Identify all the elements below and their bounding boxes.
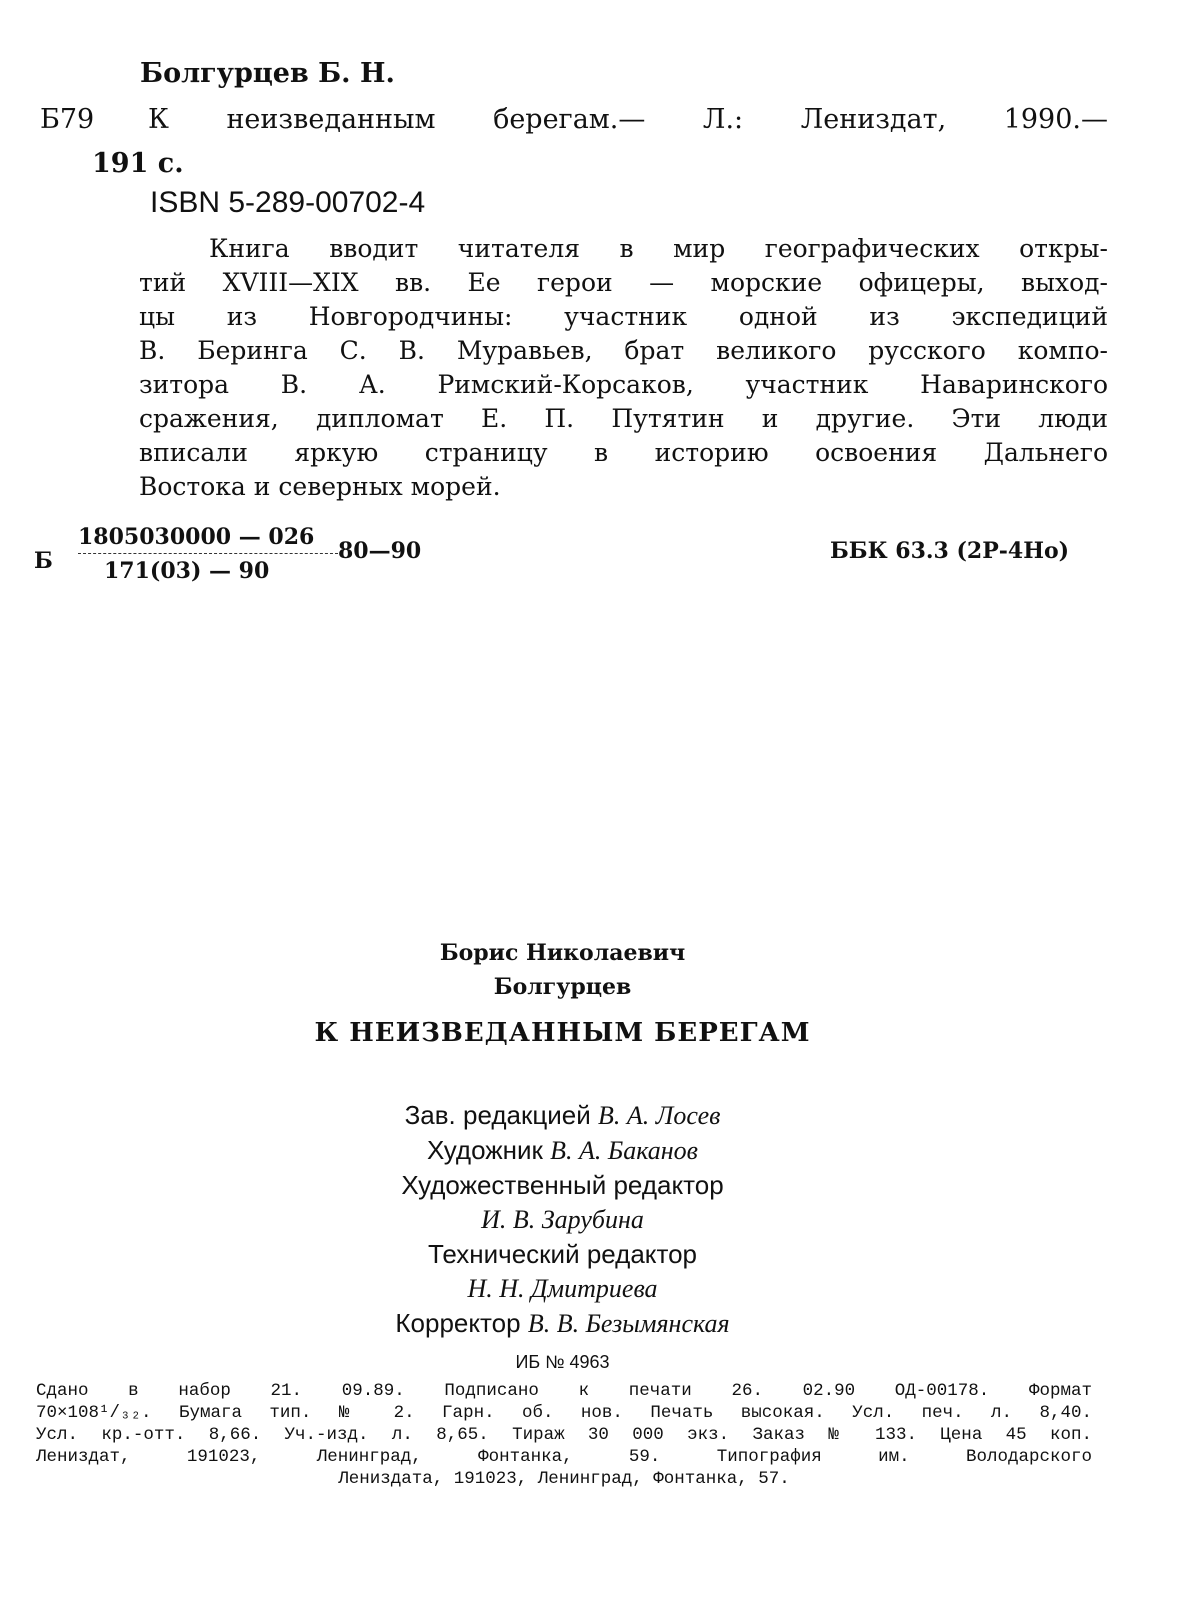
isbn: ISBN 5-289-00702-4 [150, 186, 426, 219]
classification-denominator: 171(03) — 90 [104, 558, 270, 584]
annotation-line: Книга вводит читателя в мир географических откры- [209, 234, 1108, 263]
imprint-line: Лениздат, 191023, Ленинград, Фонтанка, 59. Типография им. Володарского [36, 1447, 1092, 1467]
imprint-line: Лениздата, 191023, Ленинград, Фонтанка, 57. [338, 1469, 790, 1489]
credit-row [0, 1133, 1125, 1168]
annotation-line: тий XVIII—XIX вв. Ее герои — морские офицеры, выход- [139, 268, 1108, 297]
credit-row [0, 1168, 1125, 1202]
credit-role: Художественный редактор [401, 1170, 724, 1200]
credit-name: В. А. Лосев [598, 1101, 721, 1130]
credit-role: Технический редактор [427, 1239, 698, 1269]
annotation-line: сражения, дипломат Е. П. Путятин и другие. Эти люди [139, 404, 1108, 433]
annotation-line: цы из Новгородчины: участник одной из экспедиций [139, 302, 1108, 331]
classification-tail: 80—90 [338, 538, 422, 564]
book-title: К НЕИЗВЕДАННЫМ БЕРЕГАМ [314, 1018, 811, 1048]
annotation-line: зитора В. А. Римский-Корсаков, участник Наваринского [139, 370, 1108, 399]
credit-role: Корректор [395, 1308, 521, 1338]
imprint-line: 70×108¹/₃₂. Бумага тип. № 2. Гарн. об. нов. Печать высокая. Усл. печ. л. 8,40. [36, 1403, 1092, 1423]
credit-row [0, 1271, 1125, 1306]
annotation [139, 232, 1108, 504]
imprint [36, 1380, 1092, 1490]
bbk-index: ББК 63.3 (2Р-4Но) [830, 538, 1070, 564]
annotation-line: В. Беринга С. В. Муравьев, брат великого русского компо- [139, 336, 1108, 365]
classification-numerator: 1805030000 — 026 [78, 524, 315, 550]
library-code: Б79 [40, 104, 95, 135]
imprint-line: Усл. кр.-отт. 8,66. Уч.-изд. л. 8,65. Тираж 30 000 экз. Заказ № 133. Цена 45 коп. [36, 1425, 1092, 1445]
ib-number: ИБ № 4963 [515, 1352, 610, 1372]
fraction-line [78, 553, 338, 554]
credits [0, 1098, 1125, 1341]
credit-name: И. В. Зарубина [481, 1205, 644, 1234]
author-surname: Болгурцев [493, 974, 632, 1000]
credit-row [0, 1098, 1125, 1133]
imprint-line: Сдано в набор 21. 09.89. Подписано к печати 26. 02.90 ОД-00178. Формат [36, 1381, 1092, 1401]
author-full-name: Борис Николаевич [439, 940, 686, 966]
credit-row [0, 1202, 1125, 1237]
page-count: 191 с. [92, 148, 184, 179]
credit-name: Н. Н. Дмитриева [467, 1274, 658, 1303]
annotation-line: Востока и северных морей. [139, 472, 501, 501]
credit-row [0, 1237, 1125, 1271]
credit-role: Художник [427, 1135, 543, 1165]
credit-row [0, 1306, 1125, 1341]
bibliographic-title-line: К неизведанным берегам.— Л.: Лениздат, 1990.— [148, 104, 1108, 135]
classification-letter: Б [34, 548, 53, 574]
credit-name: В. В. Безымянская [527, 1309, 730, 1338]
credit-name: В. А. Баканов [550, 1136, 698, 1165]
credit-role: Зав. редакцией [404, 1100, 591, 1130]
author-heading: Болгурцев Б. Н. [140, 58, 395, 89]
annotation-line: вписали яркую страницу в историю освоения Дальнего [139, 438, 1108, 467]
